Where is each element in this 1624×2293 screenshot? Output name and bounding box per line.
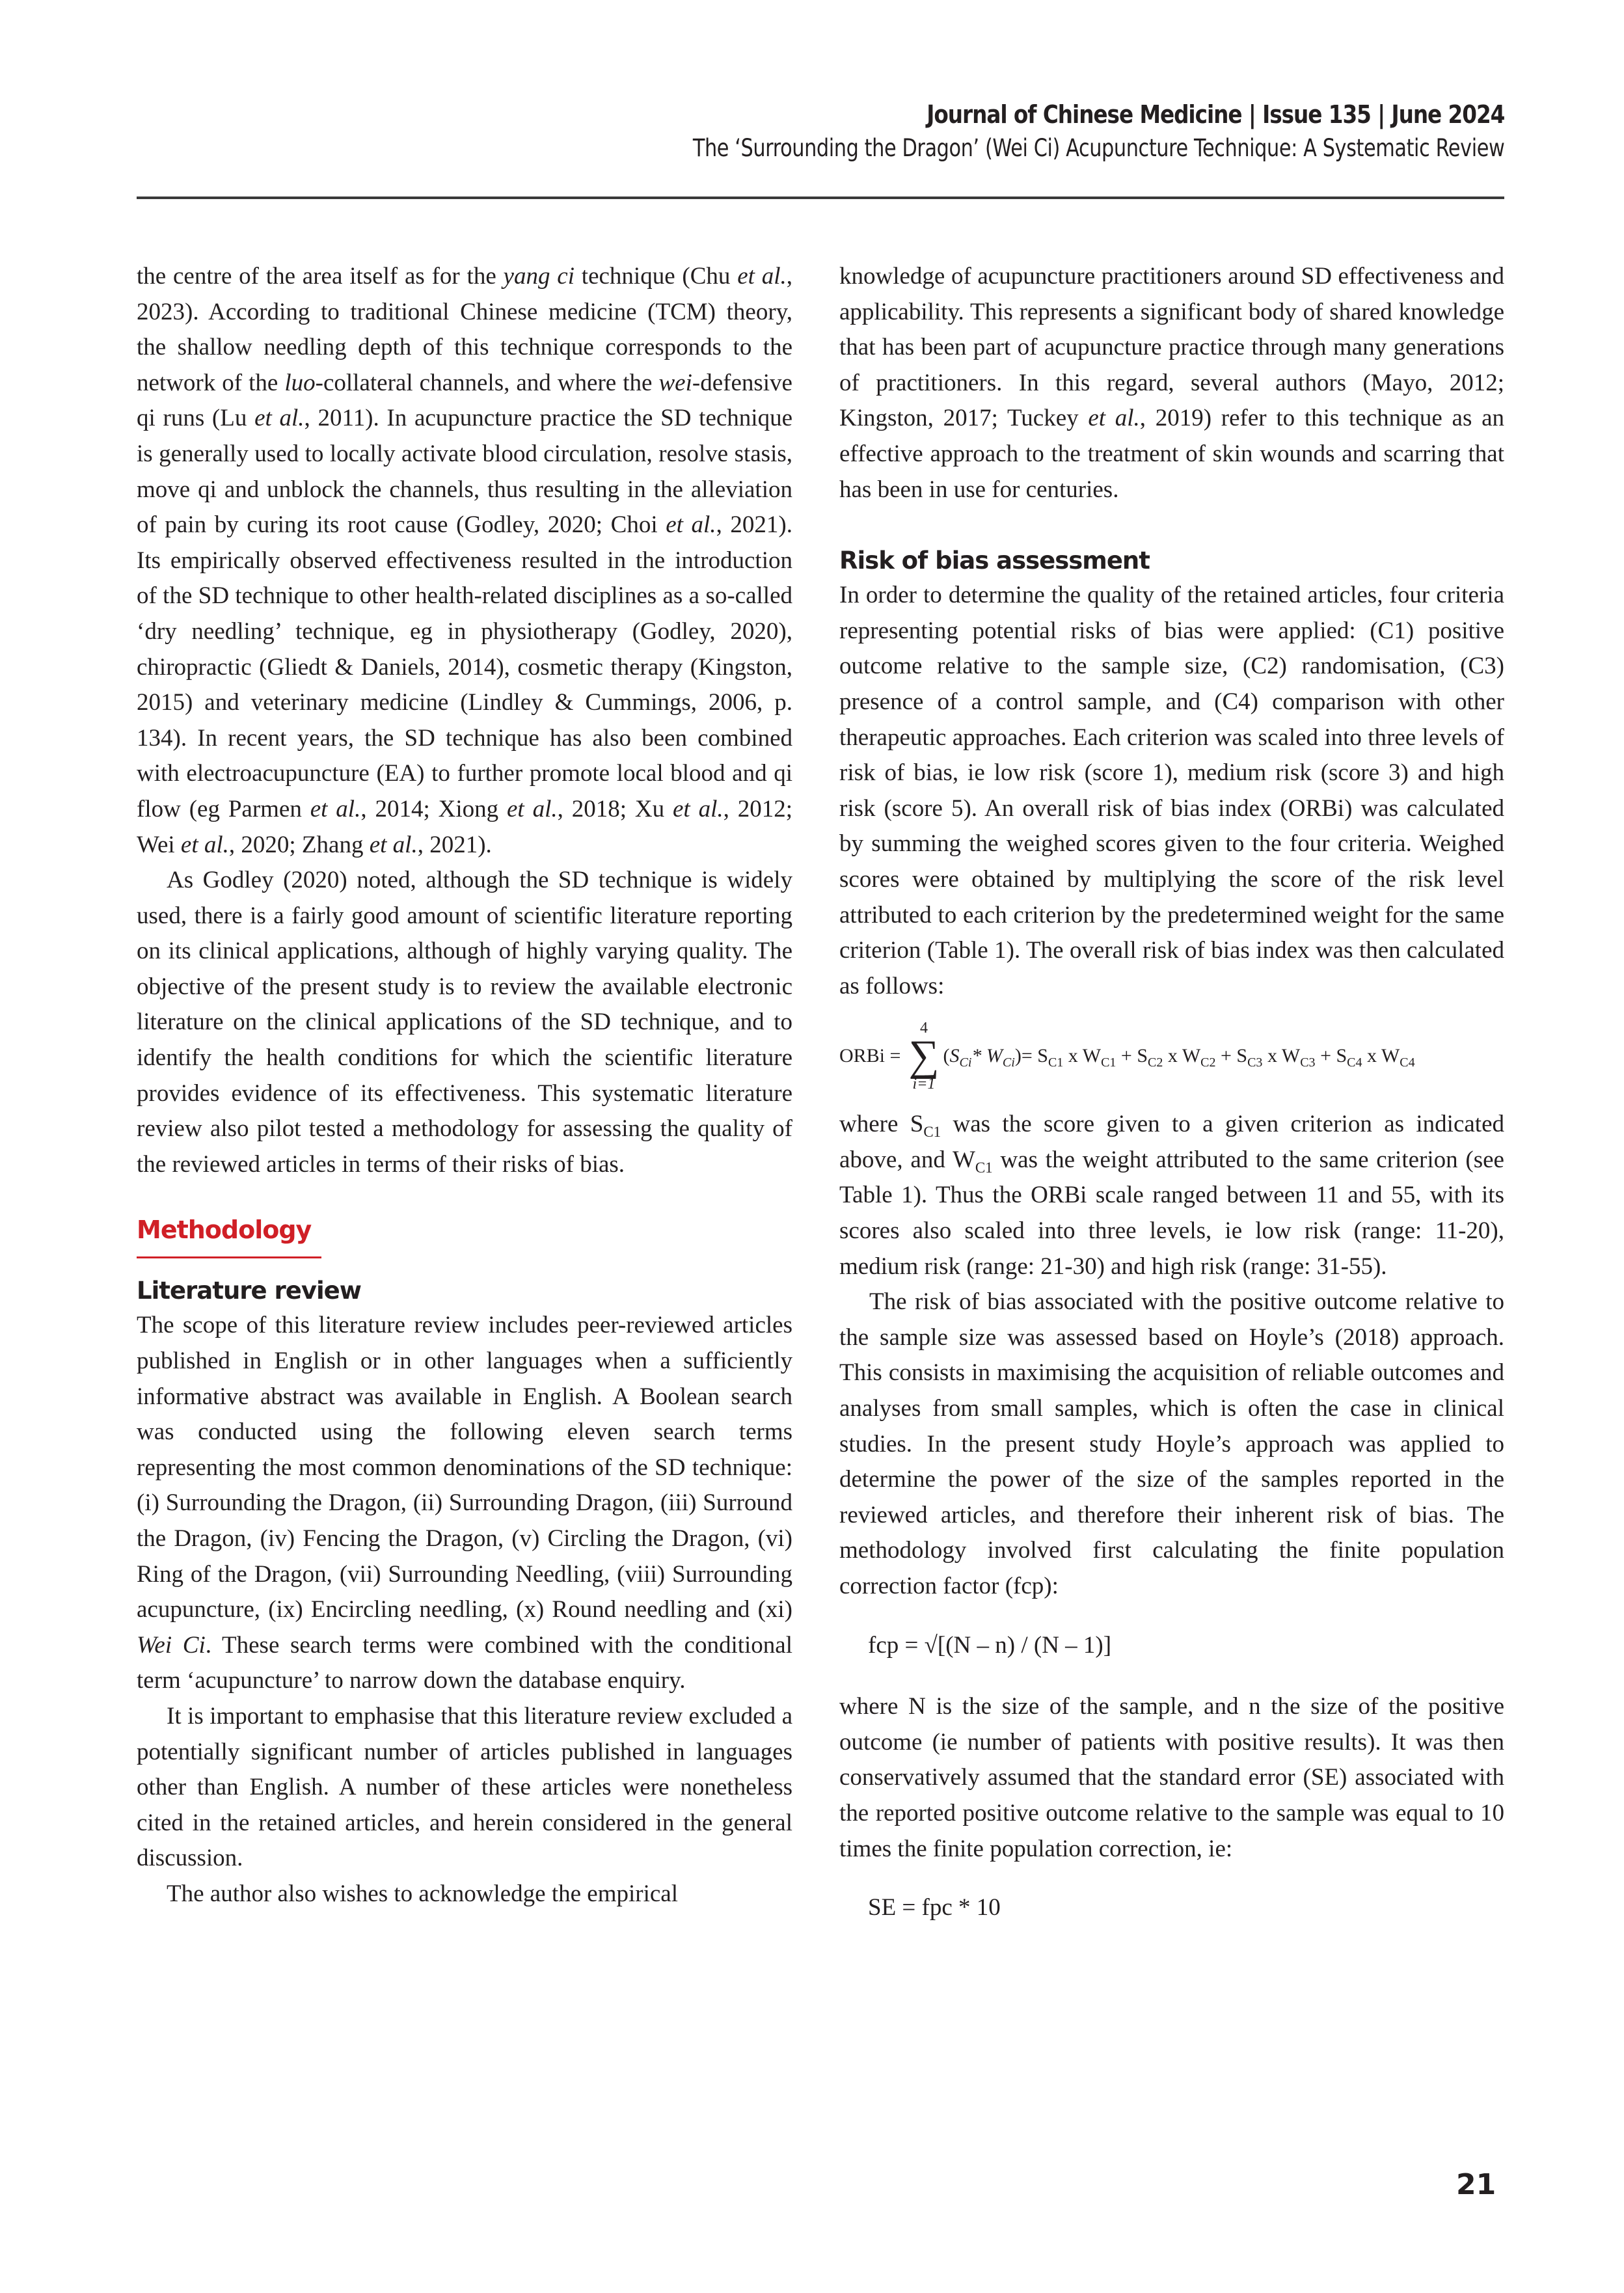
formula-term: ($S_{Ci}*$ $W_{Ci}$) xyxy=(943,1044,1022,1070)
paragraph: As Godley (2020) noted, although the SD technique is widely used, there is a fairly good amount of scientific literature reporting on its clinical applications, although of highly varying quality. The objective of the present study is to review the available electronic literature on the clinical applications of the SD technique, and to identify the health conditions for which the scientific literature provides evidence of its effectiveness. This systematic literature review also pilot tested a methodology for assessing the quality of the reviewed articles in terms of their risks of bias. xyxy=(137,867,792,1178)
right-column xyxy=(839,259,1504,1952)
journal-title: Journal of Chinese Medicine | Issue 135 | June 2024 xyxy=(926,100,1504,129)
paragraph: It is important to emphasise that this literature review excluded a potentially significant number of articles published in languages other than English. A number of these articles were nonetheless cited in the retained articles, and herein considered in the general discussion. xyxy=(137,1702,792,1872)
orbi-formula xyxy=(839,1011,1504,1102)
section-heading-methodology: Methodology xyxy=(137,1215,312,1245)
section-heading-underline xyxy=(137,1256,321,1258)
paragraph: knowledge of acupuncture practitioners around SD effectiveness and applicability. This represents a significant body of shared knowledge that has been part of acupuncture practice through many generations of practitioners. In this regard, several authors (Mayo, 2012; Kingston, 2017; Tuckey et al., 2019) refer to this technique as an effective approach to the treatment of skin wounds and scarring that has been in use for centuries. xyxy=(839,263,1504,503)
paragraph: The risk of bias associated with the positive outcome relative to the sample size was assessed based on Hoyle’s (2018) approach. This consists in maximising the acquisition of reliable outcomes and analyses from small samples, which is often the case in clinical studies. In the present study Hoyle’s approach was applied to determine the power of the size of the samples reported in the reviewed articles, and therefore their inherent risk of bias. The methodology involved first calculating the finite population correction factor (fcp): xyxy=(839,1288,1504,1599)
left-column xyxy=(137,259,792,1912)
formula-lhs: ORBi = xyxy=(839,1044,901,1066)
fcp-formula: fcp = √[(N – n) / (N – 1)] xyxy=(868,1631,1112,1659)
summation-symbol: 4 ∑ i=1 xyxy=(908,1020,940,1093)
paragraph: where N is the size of the sample, and n the size of the positive outcome (ie number of patients with positive results). It was then conservatively assumed that the standard error (SE) associated with the reported positive outcome relative to the sample was equal to 10 times the finite population correction, ie: xyxy=(839,1693,1504,1862)
sigma-icon: ∑ xyxy=(908,1032,940,1080)
paragraph: The author also wishes to acknowledge the empirical xyxy=(167,1880,678,1907)
page-number: 21 xyxy=(1456,2168,1496,2201)
header-divider xyxy=(137,197,1504,199)
paragraph: where $S_{C1}$ was the score given to a given criterion as indicated above, and $W_{C1}$ was the weight attributed to the same criterion (see Table 1). Thus the ORBi scale ranged between 11 and 55, with its scores also scaled into three levels, ie low risk (range: 11-20), medium risk (range: 21-30) and high risk (range: 31-55). xyxy=(839,1111,1505,1280)
paragraph: The scope of this literature review includes peer-reviewed articles published in English or in other languages when a sufficiently informative abstract was available in English. A Boolean search was conducted using the following eleven search terms representing the most common denominations of the SD technique: (i) Surrounding the Dragon, (ii) Surrounding Dragon, (iii) Surround the Dragon, (iv) Fencing the Dragon, (v) Circling the Dragon, (vi) Ring of the Dragon, (vii) Surrounding Needling, (viii) Surrounding acupuncture, (ix) Encircling needling, (x) Round needling and (xi) Wei Ci. These search terms were combined with the conditional term ‘acupuncture’ to narrow down the database enquiry. xyxy=(137,1312,792,1694)
running-header xyxy=(515,98,1504,165)
subheading-risk-of-bias: Risk of bias assessment xyxy=(839,547,1150,575)
paragraph: In order to determine the quality of the retained articles, four criteria representing potential risks of bias were applied: (C1) positive outcome relative to the sample size, (C2) randomisation, (C3) presence of a control sample, and (C4) comparison with other therapeutic approaches. Each criterion was scaled into three levels of risk of bias, ie low risk (score 1), medium risk (score 3) and high risk (score 5). An overall risk of bias index (ORBi) was calculated by summing the weighed scores given to the four criteria. Weighed scores were obtained by multiplying the score of the risk level attributed to each criterion by the predetermined weight for the same criterion (Table 1). The overall risk of bias index was then calculated as follows: xyxy=(839,582,1504,999)
subheading-literature-review: Literature review xyxy=(137,1277,361,1305)
article-title: The ‘Surrounding the Dragon’ (Wei Ci) Acupuncture Technique: A Systematic Review xyxy=(692,134,1504,162)
formula-rhs: = $S_{C1}$ x $W_{C1} + S_{C2}$ x $W_{C2} + S_{C3}$ x $W_{C3} + S_{C4}$ x $W_{C4}$ xyxy=(1021,1044,1415,1070)
paragraph: the centre of the area itself as for the yang ci technique (Chu et al., 2023). According to traditional Chinese medicine (TCM) theory, the shallow needling depth of this technique corresponds to the network of the luo-collateral channels, and where the wei-defensive qi runs (Lu et al., 2011). In acupuncture practice the SD technique is generally used to locally activate blood circulation, resolve stasis, move qi and unblock the channels, thus resulting in the alleviation of pain by curing its root cause (Godley, 2020; Choi et al., 2021). Its empirically observed effectiveness resulted in the introduction of the SD technique to other health-related disciplines as a so-called ‘dry needling’ technique, eg in physiotherapy (Godley, 2020), chiropractic (Gliedt & Daniels, 2014), cosmetic therapy (Kingston, 2015) and veterinary medicine (Lindley & Cummings, 2006, p. 134). In recent years, the SD technique has also been combined with electroacupuncture (EA) to further promote local blood and qi flow (eg Parmen et al., 2014; Xiong et al., 2018; Xu et al., 2012; Wei et al., 2020; Zhang et al., 2021). xyxy=(137,263,793,858)
se-formula: SE = fpc * 10 xyxy=(868,1894,1001,1921)
